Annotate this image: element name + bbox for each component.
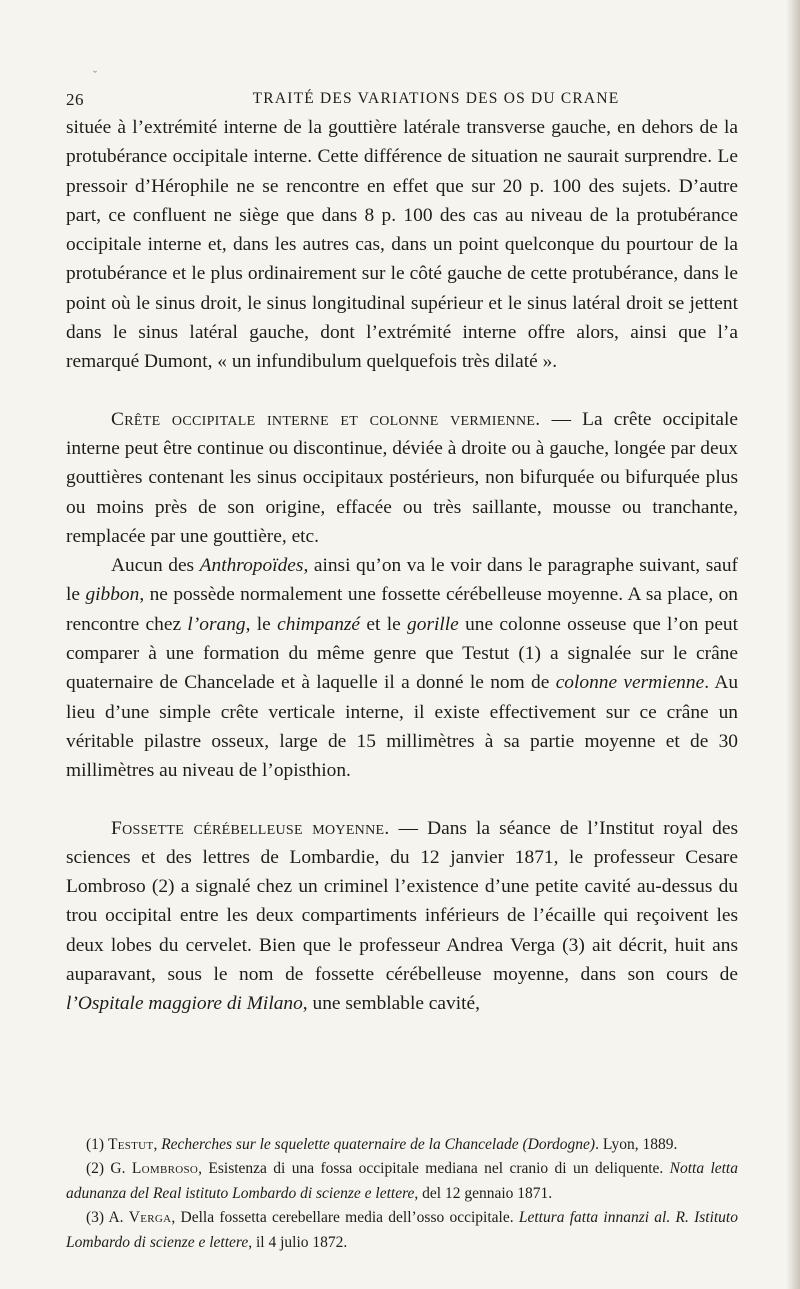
- text-run: Aucun des: [111, 555, 200, 577]
- italic-term: Anthropoïdes: [199, 555, 304, 577]
- running-title: TRAITÉ DES VARIATIONS DES OS DU CRANE: [252, 90, 620, 107]
- italic-term: l’Ospitale maggiore di Milano: [66, 993, 303, 1015]
- italic-term: gorille: [407, 613, 459, 635]
- text-run: ,: [153, 1136, 162, 1153]
- footnote-3: [66, 1206, 738, 1255]
- text-run: , le: [245, 613, 278, 635]
- footnote-author: Testut: [107, 1136, 154, 1153]
- text-run: , Esistenza di una fossa occipitale mediana nel cranio di un deliquente.: [198, 1160, 670, 1178]
- paragraph-anthropoides: [66, 551, 738, 785]
- paragraph-1: située à l’extrémité interne de la gouttière latérale transverse gauche, en dehors de la protubérance occipitale interne. Cette différence de situation ne saurait surprendre. Le pressoir d’Hérophile ne se rencontre en effet que sur 20 p. 100 des sujets. D’autre part, ce confluent ne siège que dans 8 p. 100 des cas au niveau de la protubérance occipitale interne et, dans les autres cas, dans un point quelconque du pourtour de la protubérance et le plus ordinairement sur le côté gauche de cette protubérance, dans le point où le sinus droit, le sinus longitudinal supérieur et le sinus latéral droit se jettent dans le sinus latéral gauche, dont l’extrémité interne offre alors, ainsi que l’a remarqué Dumont, « un infundibulum quelquefois très dilaté ».: [66, 117, 738, 373]
- footnote-number: (2) G.: [86, 1160, 132, 1178]
- section-heading-crete: Crête occipitale interne et colonne vermienne.: [111, 408, 541, 430]
- text-run: , ne possède normalement une fossette cérébelleuse moyenne. A sa place, on rencontre chez: [66, 584, 738, 635]
- footnote-number: (1): [86, 1136, 108, 1153]
- section-heading-fossette: Fossette cérébelleuse moyenne.: [111, 817, 390, 839]
- italic-term: l’orang: [187, 613, 246, 635]
- italic-term: colonne vermienne: [555, 672, 705, 694]
- footnote-title: Notta letta adunanza del Real istituto Lombardo di scienze e lettere: [66, 1160, 738, 1202]
- text-run: , Della fossetta cerebellare media dell’osso occipitale.: [171, 1209, 519, 1227]
- body-text: [66, 113, 738, 1019]
- text-run: . Lyon, 1889.: [595, 1136, 678, 1153]
- paragraph-fossette: [66, 814, 738, 1019]
- scan-mark: ˇ: [93, 68, 97, 82]
- text-run: et le: [360, 613, 408, 635]
- page-edge-shadow: [786, 0, 800, 1289]
- footnote-number: (3) A.: [86, 1209, 129, 1227]
- text-run: une colonne osseuse que l’on peut comparer à une formation du même genre que Testut (1) a signalée sur le crâne quaternaire de Chancelade et à laquelle il a donné le nom de: [66, 613, 739, 694]
- footnote-1: [66, 1133, 738, 1157]
- text-run: , ainsi qu’on va le voir dans le paragraphe suivant, sauf le: [66, 555, 738, 606]
- footnote-title: Lettura fatta innanzi al. R. Istituto Lombardo di scienze e lettere: [66, 1209, 738, 1251]
- text-run: , une semblable cavité,: [302, 993, 480, 1015]
- footnote-author: Lombroso: [131, 1160, 199, 1178]
- text-run: , il 4 julio 1872.: [248, 1233, 348, 1251]
- italic-term: chimpanzé: [277, 613, 361, 635]
- paragraph-crete-occipitale: [66, 405, 738, 551]
- footnote-title: Recherches sur le squelette quaternaire de la Chancelade (Dordogne): [161, 1136, 596, 1153]
- footnote-2: [66, 1157, 738, 1206]
- page-number: 26: [66, 90, 84, 109]
- italic-term: gibbon: [85, 584, 140, 606]
- footnote-author: Verga: [128, 1209, 172, 1227]
- footnotes: [66, 1133, 738, 1255]
- text-run: , del 12 gennaio 1871.: [414, 1184, 553, 1202]
- text-run: — Dans la séance de l’Institut royal des sciences et des lettres de Lombardie, du 12 janvier 1871, le professeur Cesare Lombroso (2) a signalé chez un criminel l’existence d’une petite cavité au-dessus du trou occipital entre les deux compartiments inférieurs de l’écaille qui reçoivent les deux lobes du cervelet. Bien que le professeur Andrea Verga (3) ait décrit, huit ans auparavant, sous le nom de fossette cérébelleuse moyenne, dans son cours de: [66, 817, 739, 986]
- text-run: . Au lieu d’une simple crête verticale interne, il existe effectivement sur ce crâne un véritable pilastre osseux, large de 15 millimètres à sa partie moyenne et de 30 millimètres au niveau de l’opisthion.: [66, 672, 739, 782]
- paragraph-text: — La crête occipitale interne peut être continue ou discontinue, déviée à droite ou à gauche, longée par deux gouttières contenant les sinus occipitaux postérieurs, non bifurquée ou bifurquée plus ou moins près de son origine, effacée ou très saillante, mousse ou tranchante, remplacée par une gouttière, etc.: [66, 408, 739, 547]
